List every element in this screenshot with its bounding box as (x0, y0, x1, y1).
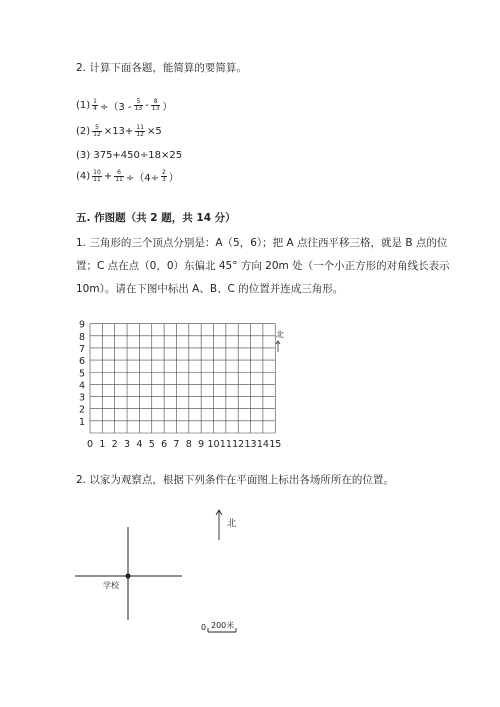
grid-x-label: 2 (111, 439, 118, 450)
question-1-line-1: 1. 三角形的三个顶点分别是：A（5，6）；把 A 点往西平移三格，就是 B 点的位 (76, 237, 448, 249)
grid-x-label: 5 (148, 439, 155, 450)
grid-x-label: 4 (136, 439, 143, 450)
calc-text: ÷（4÷ (125, 172, 159, 184)
home-label: 学校 (103, 581, 119, 590)
section-5-title: 五. 作图题（共 2 题，共 14 分） (76, 212, 236, 224)
fraction-numerator: 1 (93, 97, 97, 105)
calc-text: (4) (76, 170, 91, 182)
grid-x-label: 8 (185, 439, 192, 450)
grid-y-label: 6 (78, 356, 85, 368)
fraction-denominator: 12 (136, 130, 144, 138)
grid-x-label: 1 (99, 439, 106, 450)
grid-north-label: 北 (276, 330, 284, 339)
grid-y-label: 9 (78, 319, 85, 331)
scale-distance-label: 200米 (211, 621, 235, 630)
grid-x-label: 6 (161, 439, 168, 450)
grid-y-label: 7 (78, 343, 85, 355)
calc-text: ） (168, 172, 179, 184)
grid-y-label: 4 (78, 380, 85, 392)
calc-text: - (145, 99, 149, 111)
map-north-label: 北 (227, 519, 237, 529)
grid-y-label: 1 (78, 416, 85, 428)
grid-x-label: 10 (207, 439, 220, 450)
fraction-numerator: 10 (93, 168, 101, 176)
calc-text: (3) 375+450÷18×25 (76, 149, 183, 161)
calc-text: ×5 (146, 125, 162, 137)
fraction-denominator: 3 (161, 175, 166, 183)
grid-y-label: 5 (78, 368, 85, 380)
grid-lines (90, 324, 275, 433)
grid-y-label: 8 (78, 331, 85, 343)
calc-text: (1) (76, 99, 91, 111)
map-north-arrow-icon (216, 510, 222, 540)
fraction-numerator: 5 (136, 97, 141, 105)
grid-x-label: 9 (198, 439, 205, 450)
fraction-denominator: 4 (93, 104, 97, 112)
fraction-numerator: 2 (161, 168, 166, 176)
calc-text: ） (162, 101, 173, 113)
question-1-line-2: 置；C 点在点（0，0）东偏北 45° 方向 20m 处（一个小正方形的对角线长表示 (76, 260, 450, 272)
grid-x-label: 7 (173, 439, 180, 450)
grid-north-arrow-icon (276, 341, 280, 352)
grid-x-label: 0 (86, 439, 94, 450)
calc-text: ×13+ (103, 125, 134, 137)
grid-x-label: 11 (219, 439, 232, 450)
fraction-numerator: 5 (95, 123, 99, 131)
fraction-numerator: 11 (136, 123, 144, 131)
question-2b-title: 2. 以家为观察点，根据下列条件在平面图上标出各场所所在的位置。 (76, 474, 394, 486)
calc-text: ÷（3 - (100, 101, 132, 113)
grid-x-label: 3 (124, 439, 131, 450)
fraction-denominator: 13 (151, 104, 160, 112)
map-cross (75, 527, 182, 620)
fraction-denominator: 11 (93, 175, 101, 183)
grid-y-label: 2 (78, 404, 85, 416)
grid-y-label: 3 (78, 392, 85, 404)
scale-zero-label: 0 (201, 623, 207, 632)
calc-text: (2) (76, 125, 91, 137)
fraction-denominator: 12 (93, 130, 101, 138)
grid-x-label: 14 (256, 439, 269, 450)
grid-labels (79, 320, 281, 450)
grid-x-label: 15 (269, 439, 282, 450)
grid-x-label: 13 (244, 439, 257, 450)
fraction-numerator: 6 (117, 168, 121, 176)
fraction-numerator: 8 (153, 97, 158, 105)
fraction-denominator: 11 (115, 175, 123, 183)
question-2-title: 2. 计算下面各题，能简算的要简算。 (76, 62, 247, 74)
grid-x-label: 12 (232, 439, 245, 450)
question-1-line-3: 10m）。请在下图中标出 A、B、C 的位置并连成三角形。 (76, 283, 344, 295)
calc-text: + (103, 170, 113, 182)
fraction-denominator: 13 (134, 104, 143, 112)
